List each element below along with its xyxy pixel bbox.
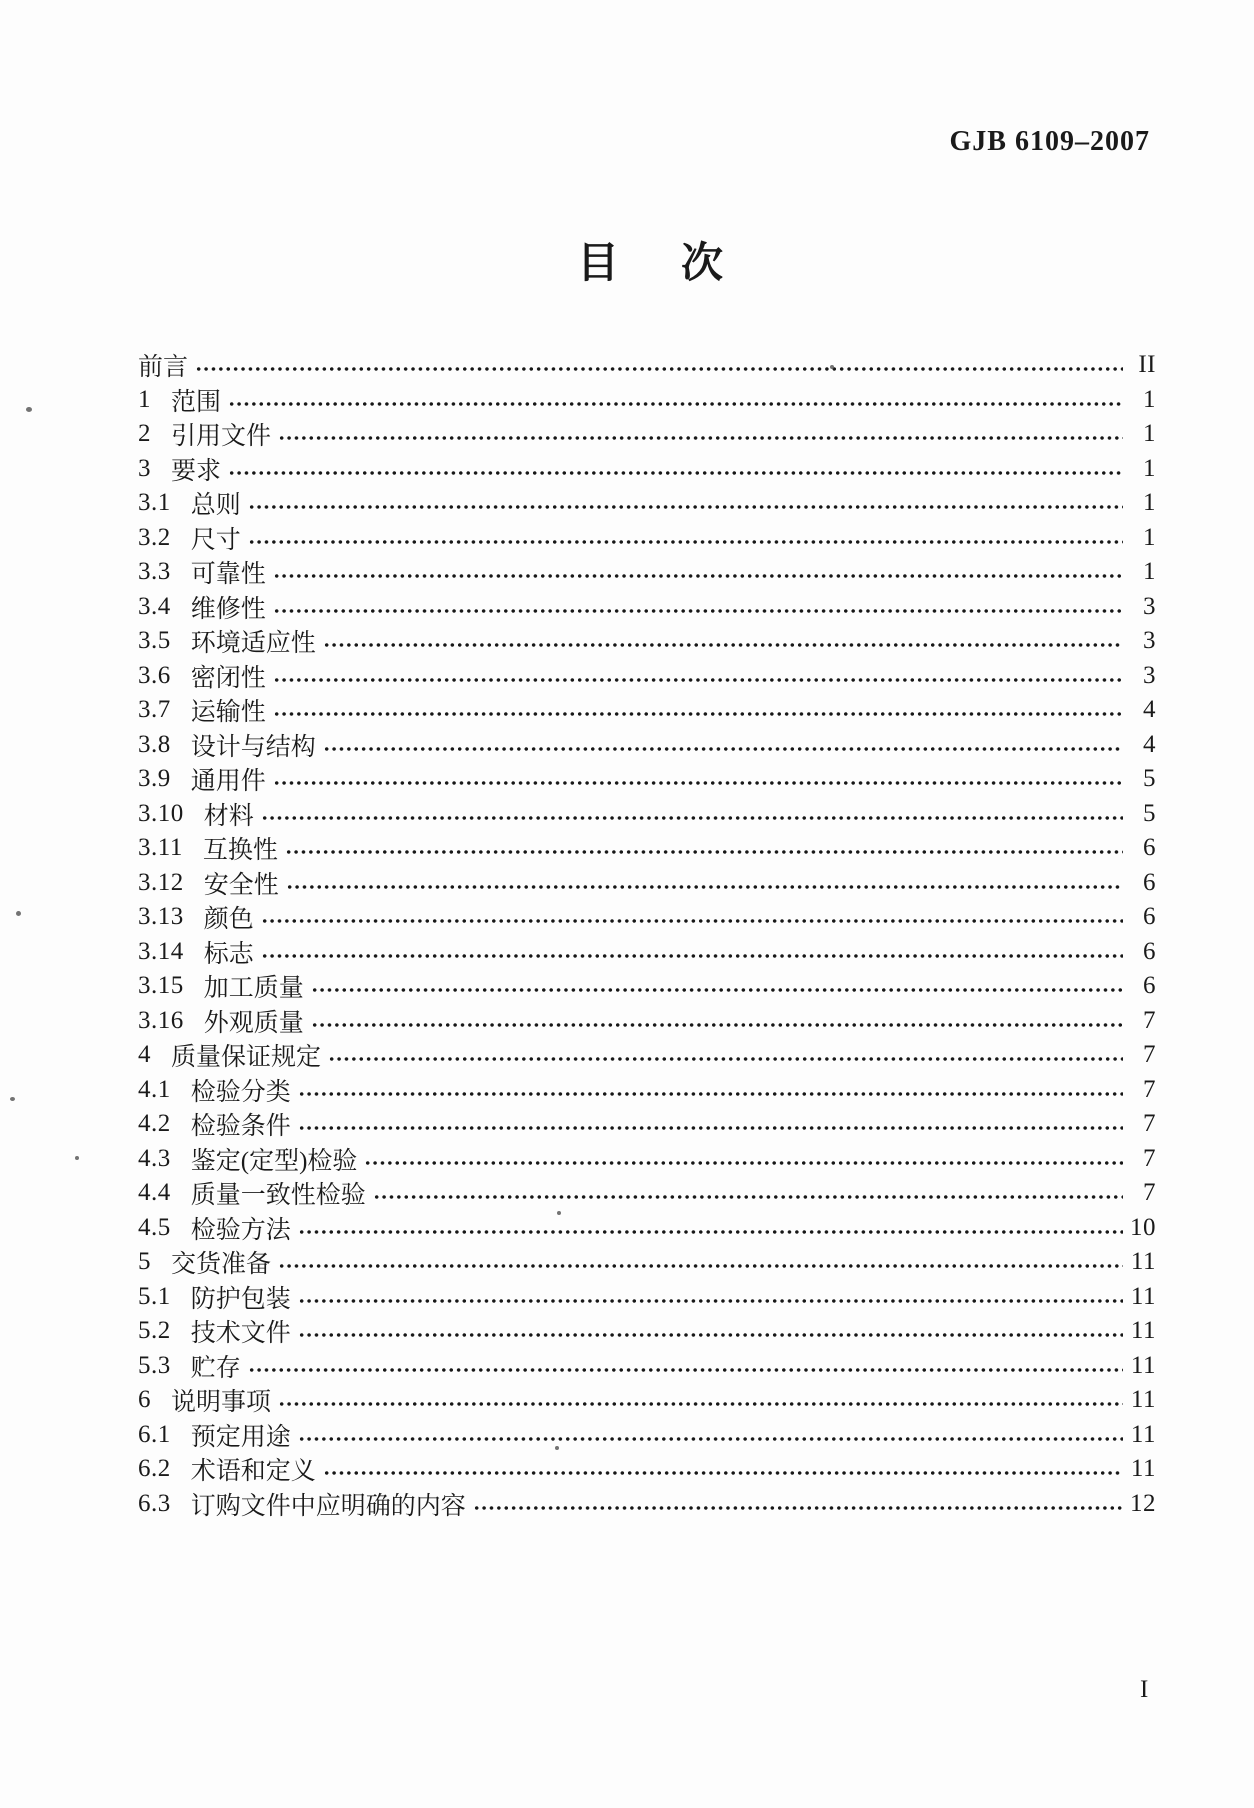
toc-entry-title: 检验条件 — [190, 1113, 291, 1141]
toc-entry — [138, 383, 1156, 418]
toc-entry-page: 1 — [1143, 558, 1156, 586]
toc-entry — [138, 900, 1156, 935]
toc-leader-dots — [298, 1122, 1123, 1134]
toc-leader-dots — [298, 1433, 1123, 1445]
toc-entry-title: 检验方法 — [190, 1216, 291, 1244]
toc-entry-number: 3 — [138, 454, 151, 482]
toc-entry-number: 3.4 — [138, 592, 171, 620]
toc-entry-number: 3.2 — [138, 523, 171, 551]
toc-entry-page: 3 — [1143, 592, 1156, 620]
toc-entry-page: 1 — [1143, 385, 1156, 413]
toc-entry — [138, 1452, 1156, 1487]
toc-entry-page: 1 — [1143, 523, 1156, 551]
toc-entry-page: 11 — [1130, 1248, 1156, 1276]
toc-entry-number: 3.12 — [138, 868, 184, 896]
toc-entry-title: 材料 — [203, 802, 254, 830]
page-title: 目次 — [577, 241, 786, 287]
toc-leader-dots — [278, 432, 1123, 444]
toc-entry-page: 4 — [1143, 696, 1156, 724]
toc-entry-page: 11 — [1130, 1455, 1156, 1483]
toc-entry-number: 3.8 — [138, 730, 171, 758]
toc-entry-title: 说明事项 — [171, 1389, 272, 1417]
toc-entry-number: 3.5 — [138, 627, 171, 655]
toc-entry-title: 互换性 — [202, 837, 278, 865]
toc-entry-page: 11 — [1130, 1386, 1156, 1414]
toc-leader-dots — [273, 570, 1123, 582]
toc-leader-dots — [248, 501, 1123, 513]
toc-entry-title: 前言 — [138, 354, 189, 382]
toc-entry-title: 标志 — [203, 940, 254, 968]
toc-entry-page: 11 — [1130, 1351, 1156, 1379]
scan-speck — [16, 911, 21, 916]
toc-leader-dots — [373, 1191, 1123, 1203]
toc-entry — [138, 555, 1156, 590]
toc-entry-title: 范围 — [171, 388, 222, 416]
toc-entry-number: 3.10 — [138, 799, 184, 827]
toc-entry-title: 安全性 — [203, 871, 279, 899]
toc-entry — [138, 728, 1156, 763]
toc-entry-number: 6.1 — [138, 1420, 171, 1448]
footer-page-number: I — [1140, 1676, 1149, 1703]
table-of-contents — [138, 348, 1156, 1521]
toc-leader-dots — [273, 605, 1123, 617]
toc-leader-dots — [298, 1329, 1123, 1341]
toc-entry — [138, 1211, 1156, 1246]
toc-entry — [138, 624, 1156, 659]
toc-entry-number: 3.6 — [138, 661, 171, 689]
toc-leader-dots — [298, 1295, 1123, 1307]
toc-entry — [138, 1314, 1156, 1349]
toc-leader-dots — [261, 812, 1123, 824]
toc-entry-title: 运输性 — [190, 699, 266, 727]
scan-speck — [830, 365, 834, 369]
toc-entry — [138, 1107, 1156, 1142]
scan-speck — [555, 1446, 559, 1450]
toc-entry-number: 4 — [138, 1041, 151, 1069]
toc-entry-title: 通用件 — [190, 768, 266, 796]
toc-entry-title: 引用文件 — [171, 423, 272, 451]
toc-entry-page: 7 — [1143, 1144, 1156, 1172]
toc-entry-number: 3.16 — [138, 1006, 184, 1034]
toc-leader-dots — [298, 1088, 1123, 1100]
toc-entry-title: 加工质量 — [203, 975, 304, 1003]
toc-entry-page: 6 — [1143, 972, 1156, 1000]
toc-entry-page: 6 — [1143, 868, 1156, 896]
toc-entry-number: 6 — [138, 1386, 151, 1414]
toc-entry-title: 技术文件 — [190, 1320, 291, 1348]
toc-entry — [138, 866, 1156, 901]
toc-entry-number: 5.3 — [138, 1351, 171, 1379]
scan-speck — [26, 407, 32, 412]
toc-leader-dots — [323, 743, 1123, 755]
scan-speck — [557, 1211, 561, 1215]
toc-leader-dots — [195, 363, 1123, 375]
toc-entry-page: 11 — [1130, 1317, 1156, 1345]
toc-entry-number: 1 — [138, 385, 151, 413]
toc-entry-number: 5.1 — [138, 1282, 171, 1310]
toc-entry-title: 外观质量 — [203, 1009, 304, 1037]
toc-entry-number: 5.2 — [138, 1317, 171, 1345]
toc-entry-page: 1 — [1143, 420, 1156, 448]
toc-leader-dots — [248, 536, 1123, 548]
toc-entry-number: 2 — [138, 420, 151, 448]
toc-entry — [138, 935, 1156, 970]
toc-leader-dots — [311, 984, 1123, 996]
toc-entry — [138, 1383, 1156, 1418]
toc-entry-page: 4 — [1143, 730, 1156, 758]
toc-entry-title: 总则 — [190, 492, 241, 520]
toc-leader-dots — [273, 674, 1123, 686]
toc-entry-title: 设计与结构 — [190, 733, 316, 761]
toc-entry-title: 预定用途 — [190, 1423, 291, 1451]
toc-entry-page: 6 — [1143, 834, 1156, 862]
toc-entry — [138, 348, 1156, 383]
toc-entry-number: 4.5 — [138, 1213, 171, 1241]
toc-entry — [138, 1349, 1156, 1384]
toc-entry — [138, 486, 1156, 521]
toc-entry-number: 3.1 — [138, 489, 171, 517]
toc-leader-dots — [298, 1226, 1123, 1238]
toc-entry-page: 6 — [1143, 903, 1156, 931]
toc-entry-title: 颜色 — [203, 906, 254, 934]
toc-entry-title: 质量保证规定 — [171, 1044, 322, 1072]
toc-entry-number: 4.1 — [138, 1075, 171, 1103]
toc-entry — [138, 521, 1156, 556]
toc-entry-page: 12 — [1130, 1489, 1156, 1517]
toc-entry — [138, 590, 1156, 625]
toc-entry-page: 3 — [1143, 627, 1156, 655]
toc-entry-title: 维修性 — [190, 595, 266, 623]
toc-entry — [138, 797, 1156, 832]
toc-leader-dots — [261, 950, 1123, 962]
toc-entry-page: 1 — [1143, 454, 1156, 482]
toc-entry — [138, 1280, 1156, 1315]
toc-leader-dots — [323, 639, 1123, 651]
toc-entry-title: 术语和定义 — [190, 1458, 316, 1486]
toc-entry — [138, 452, 1156, 487]
toc-entry-page: 5 — [1143, 799, 1156, 827]
toc-leader-dots — [228, 398, 1123, 410]
toc-entry-number: 3.7 — [138, 696, 171, 724]
toc-leader-dots — [273, 708, 1123, 720]
toc-entry-page: 11 — [1130, 1282, 1156, 1310]
toc-entry-title: 密闭性 — [190, 664, 266, 692]
toc-entry — [138, 659, 1156, 694]
toc-entry-number: 4.4 — [138, 1179, 171, 1207]
toc-entry — [138, 1176, 1156, 1211]
toc-entry-number: 3.14 — [138, 937, 184, 965]
toc-entry-title: 交货准备 — [171, 1251, 272, 1279]
toc-entry-page: 10 — [1130, 1213, 1156, 1241]
toc-entry-number: 3.3 — [138, 558, 171, 586]
toc-entry-page: 7 — [1143, 1041, 1156, 1069]
toc-leader-dots — [286, 881, 1123, 893]
toc-entry — [138, 762, 1156, 797]
toc-entry-title: 防护包装 — [190, 1285, 291, 1313]
toc-entry-number: 3.15 — [138, 972, 184, 1000]
toc-leader-dots — [285, 846, 1123, 858]
scan-speck — [10, 1097, 15, 1101]
toc-entry-title: 尺寸 — [190, 526, 241, 554]
toc-leader-dots — [248, 1364, 1123, 1376]
toc-entry-number: 3.9 — [138, 765, 171, 793]
toc-entry-title: 要求 — [171, 457, 222, 485]
toc-entry-page: 7 — [1143, 1006, 1156, 1034]
toc-entry-number: 5 — [138, 1248, 151, 1276]
toc-leader-dots — [473, 1502, 1123, 1514]
scan-speck — [75, 1156, 79, 1160]
toc-entry — [138, 1004, 1156, 1039]
toc-entry — [138, 1245, 1156, 1280]
toc-leader-dots — [328, 1053, 1123, 1065]
toc-entry — [138, 1418, 1156, 1453]
toc-entry-page: 7 — [1143, 1110, 1156, 1138]
toc-entry-title: 质量一致性检验 — [190, 1182, 366, 1210]
toc-leader-dots — [311, 1019, 1123, 1031]
toc-entry-title: 可靠性 — [190, 561, 266, 589]
toc-entry-number: 6.2 — [138, 1455, 171, 1483]
toc-entry-page: 6 — [1143, 937, 1156, 965]
toc-entry-page: 11 — [1130, 1420, 1156, 1448]
toc-entry — [138, 831, 1156, 866]
toc-entry — [138, 1073, 1156, 1108]
toc-entry-title: 鉴定(定型)检验 — [190, 1147, 358, 1175]
toc-entry-number: 3.13 — [138, 903, 184, 931]
toc-entry-number: 3.11 — [138, 834, 183, 862]
toc-entry-page: 7 — [1143, 1179, 1156, 1207]
toc-entry-page: 5 — [1143, 765, 1156, 793]
toc-entry-page: 1 — [1143, 489, 1156, 517]
toc-entry — [138, 969, 1156, 1004]
toc-leader-dots — [261, 915, 1123, 927]
toc-entry-page: 7 — [1143, 1075, 1156, 1103]
toc-entry — [138, 1142, 1156, 1177]
toc-entry-number: 4.3 — [138, 1144, 171, 1172]
toc-entry — [138, 1038, 1156, 1073]
toc-entry-title: 检验分类 — [190, 1078, 291, 1106]
toc-entry-title: 订购文件中应明确的内容 — [190, 1492, 466, 1520]
toc-leader-dots — [323, 1467, 1123, 1479]
standard-number: GJB 6109–2007 — [949, 126, 1150, 157]
toc-leader-dots — [273, 777, 1123, 789]
toc-leader-dots — [228, 467, 1123, 479]
toc-entry — [138, 1487, 1156, 1522]
toc-entry-page: 3 — [1143, 661, 1156, 689]
toc-entry-number: 6.3 — [138, 1489, 171, 1517]
toc-entry-page: II — [1138, 351, 1156, 379]
toc-entry-title: 环境适应性 — [190, 630, 316, 658]
toc-leader-dots — [278, 1260, 1123, 1272]
toc-leader-dots — [278, 1398, 1123, 1410]
toc-entry — [138, 693, 1156, 728]
toc-entry-title: 贮存 — [190, 1354, 241, 1382]
toc-entry — [138, 417, 1156, 452]
toc-entry-number: 4.2 — [138, 1110, 171, 1138]
toc-leader-dots — [364, 1157, 1123, 1169]
